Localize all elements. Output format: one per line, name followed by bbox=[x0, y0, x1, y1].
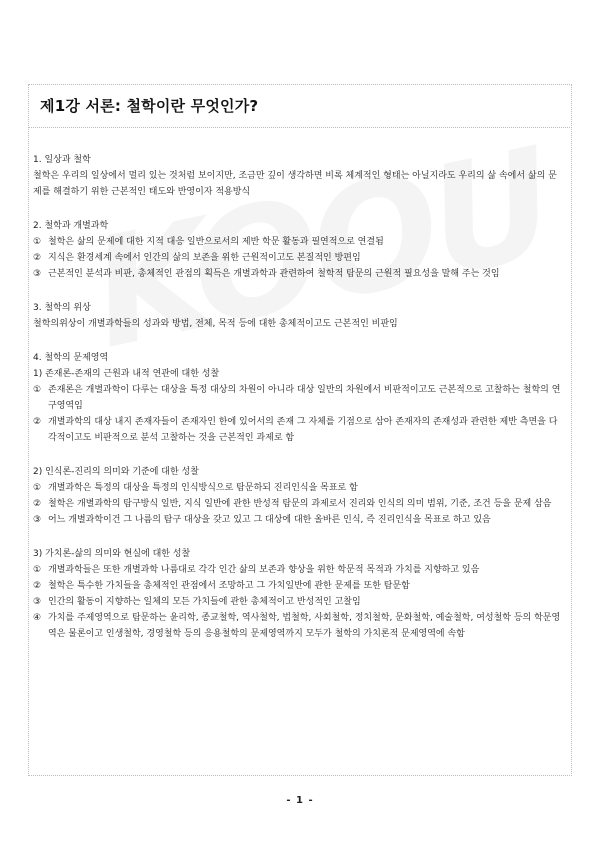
list-item bbox=[33, 234, 565, 250]
item-text: 지식은 환경세계 속에서 인간의 삶의 보존을 위한 근원적이고도 본질적인 방편임 bbox=[48, 253, 361, 263]
list-item bbox=[33, 610, 565, 642]
subsection-heading: 2) 인식론-진리의 의미와 기준에 대한 성찰 bbox=[33, 467, 199, 477]
list-item bbox=[33, 480, 565, 496]
list-item bbox=[33, 562, 565, 578]
section-heading: 3. 철학의 위상 bbox=[33, 303, 91, 313]
item-text: 개별과학들은 또한 개별과학 나름대로 각각 인간 삶의 보존과 향상을 위한 학문적 목적과 가치를 지향하고 있음 bbox=[48, 565, 480, 575]
list-item bbox=[33, 382, 565, 414]
item-number: ④ bbox=[33, 613, 42, 623]
section-heading: 4. 철학의 문제영역 bbox=[33, 353, 109, 363]
section-problem-areas bbox=[33, 350, 565, 642]
title-divider bbox=[28, 127, 570, 128]
section-heading: 1. 일상과 철학 bbox=[33, 155, 91, 165]
subsections-container bbox=[33, 366, 565, 642]
subsection bbox=[33, 464, 565, 528]
page-number: - 1 - bbox=[286, 795, 314, 806]
subsection bbox=[33, 366, 565, 446]
item-text: 철학은 삶의 문제에 대한 지적 대응 일반으로서의 제반 학문 활동과 필연적으로 연결됨 bbox=[48, 237, 384, 247]
item-text: 근본적인 분석과 비판, 총체적인 관점의 획득은 개별과학과 관련하여 철학적 탐문의 근원적 필요성을 말해 주는 것임 bbox=[48, 269, 500, 279]
section-paragraph: 철학의위상이 개별과학들의 성과와 방법, 전체, 목적 등에 대한 총체적이고도 근본적인 비판임 bbox=[33, 319, 398, 329]
subsection-heading: 3) 가치론-삶의 의미와 현실에 대한 성찰 bbox=[33, 549, 191, 559]
item-number: ③ bbox=[33, 515, 42, 525]
list-item bbox=[33, 578, 565, 594]
item-text: 개별과학의 대상 내지 존재자들이 존재자인 한에 있어서의 존재 그 자체를 기점으로 삼아 존재자의 존재성과 관련한 제반 측면을 다각적이고도 비판적으로 분석 고찰하는 것을 근본적인 과제로 함 bbox=[48, 417, 558, 443]
item-text: 인간의 활동이 지향하는 일체의 모든 가치들에 관한 총체적이고 반성적인 고찰임 bbox=[48, 597, 361, 607]
item-text: 철학은 개별과학의 탐구방식 일반, 지식 일반에 관한 반성적 탐문의 과제로서 진리와 인식의 의미 범위, 기준, 조건 등을 문제 삼음 bbox=[48, 499, 552, 509]
item-number: ② bbox=[33, 581, 42, 591]
document-body bbox=[33, 95, 565, 660]
item-number: ② bbox=[33, 499, 42, 509]
item-number: ③ bbox=[33, 597, 42, 607]
item-number: ① bbox=[33, 483, 42, 493]
list-item bbox=[33, 496, 565, 512]
subsection-heading: 1) 존재론-존재의 근원과 내적 연관에 대한 성찰 bbox=[33, 369, 220, 379]
item-text: 철학은 특수한 가치들을 총체적인 관점에서 조망하고 그 가치일반에 관한 문제를 또한 탐문함 bbox=[48, 581, 410, 591]
section bbox=[33, 300, 565, 332]
item-number: ① bbox=[33, 237, 42, 247]
item-text: 존재론은 개별과학이 다루는 대상을 특정 대상의 차원이 아니라 대상 일반의 차원에서 비판적이고도 근본적으로 고찰하는 철학의 연구영역임 bbox=[48, 385, 561, 411]
section bbox=[33, 152, 565, 200]
sections-container bbox=[33, 152, 565, 332]
item-number: ③ bbox=[33, 269, 42, 279]
item-text: 개별과학은 특정의 대상을 특정의 인식방식으로 탐문하되 진리인식을 목표로 함 bbox=[48, 483, 358, 493]
list-item bbox=[33, 512, 565, 528]
item-number: ② bbox=[33, 253, 42, 263]
list-item bbox=[33, 594, 565, 610]
list-item bbox=[33, 250, 565, 266]
item-text: 어느 개별과학이건 그 나름의 탐구 대상을 갖고 있고 그 대상에 대한 올바른 인식, 즉 진리인식을 목표로 하고 있음 bbox=[48, 515, 491, 525]
list-item bbox=[33, 266, 565, 282]
section-heading: 2. 철학과 개별과학 bbox=[33, 221, 109, 231]
section-paragraph: 철학은 우리의 일상에서 멀리 있는 것처럼 보이지만, 조금만 깊이 생각하면 비록 체계적인 형태는 아닐지라도 우리의 삶 속에서 삶의 문제를 해결하기 위한 근본적인 태도와 반영이자 적용방식 bbox=[33, 171, 557, 197]
item-number: ① bbox=[33, 565, 42, 575]
section bbox=[33, 218, 565, 282]
page-title: 제1강 서론: 철학이란 무엇인가? bbox=[40, 97, 259, 115]
subsection bbox=[33, 546, 565, 642]
item-text: 가치를 주제영역으로 탐문하는 윤리학, 종교철학, 역사철학, 법철학, 사회철학, 정치철학, 문화철학, 예술철학, 여성철학 등의 학문영역은 물론이고 인생철학, 경영철학 등의 응용철학의 문제영역까지 모두가 철학의 가치론적 문제영역에 속함 bbox=[48, 613, 561, 639]
list-item bbox=[33, 414, 565, 446]
item-number: ② bbox=[33, 417, 42, 427]
item-number: ① bbox=[33, 385, 42, 395]
